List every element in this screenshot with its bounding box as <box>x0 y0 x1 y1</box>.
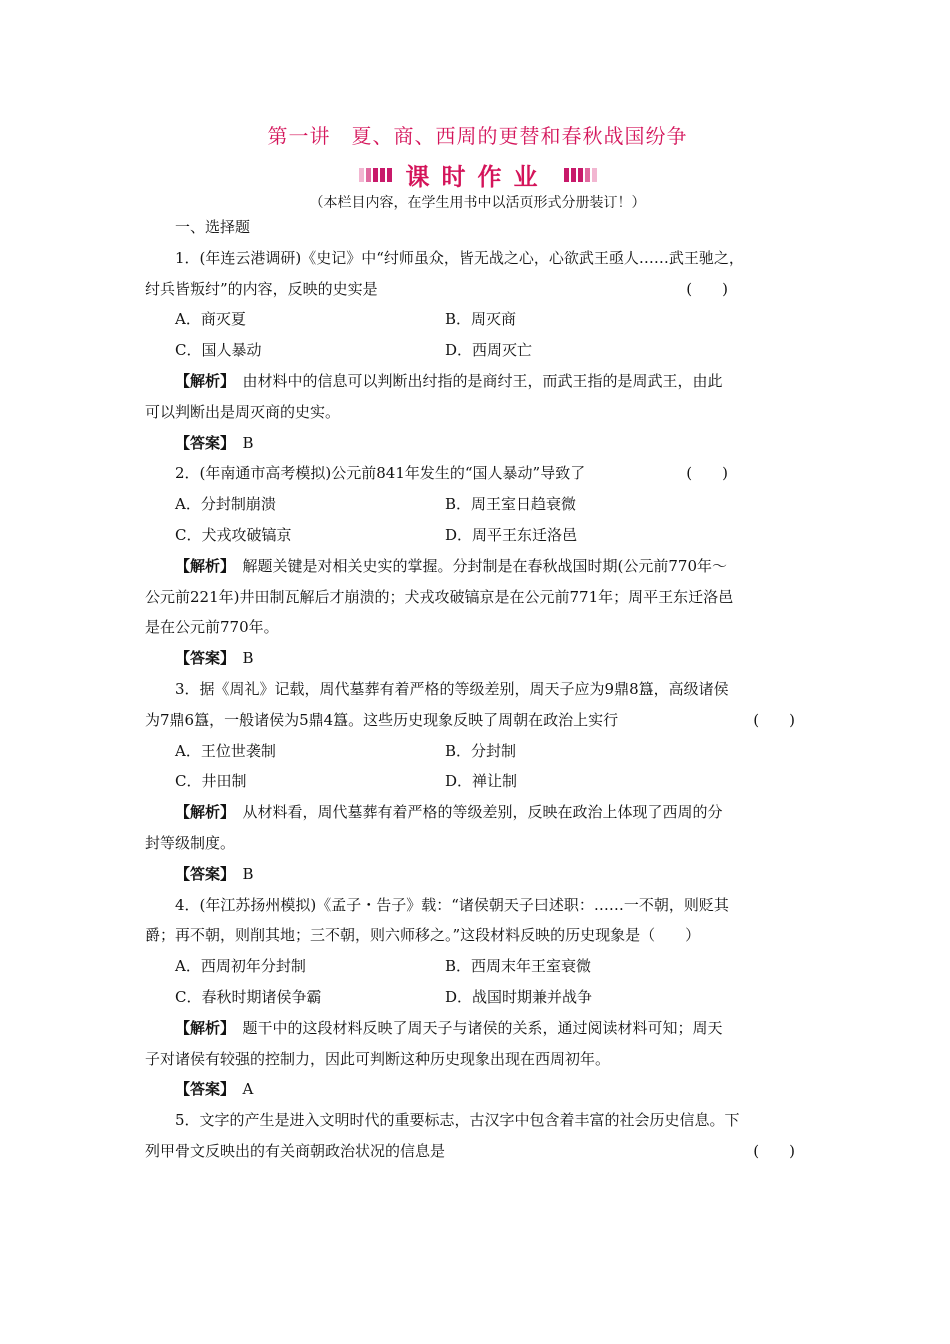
q1-option-d: D．西周灭亡 <box>445 341 533 360</box>
q4-option-a: A．西周初年分封制 <box>175 957 306 976</box>
q2-option-a: A．分封制崩溃 <box>175 495 276 514</box>
q1-answer: 【答案】 B <box>175 433 254 452</box>
q3-answer-label: 【答案】 <box>175 864 228 883</box>
q1-analysis-line1: 【解析】 由材料中的信息可以判断出纣指的是商纣王，而武王指的是周武王，由此 <box>175 371 723 390</box>
binding-note: （本栏目内容，在学生用书中以活页形式分册装订！） <box>309 195 646 211</box>
q2-analysis-line2: 公元前221年)井田制瓦解后才崩溃的；犬戎攻破镐京是在公元前771年；周平王东迁洛邑 <box>145 587 734 606</box>
q3-answer-paren: ( ) <box>753 710 795 729</box>
q4-answer-label: 【答案】 <box>175 1080 228 1099</box>
q3-analysis-label: 【解析】 <box>175 803 228 822</box>
q2-options-row1 <box>145 489 810 520</box>
q1-option-b: B．周灭商 <box>445 310 517 329</box>
q2-option-c: C．犬戎攻破镐京 <box>175 525 292 544</box>
q1-options-row1 <box>145 304 810 335</box>
q4-analysis-line2: 子对诸侯有较强的控制力，因此可判断这种历史现象出现在西周初年。 <box>145 1049 611 1068</box>
q2-option-b: B．周王室日趋衰微 <box>445 495 577 514</box>
q5-answer-paren: ( ) <box>753 1141 795 1160</box>
q4-options-row2 <box>145 982 810 1013</box>
q3-option-c: C．井田制 <box>175 772 247 791</box>
q1-answer-paren: ( ) <box>686 279 728 298</box>
q1-stem-line1: 1．(年连云港调研)《史记》中“纣师虽众，皆无战之心，心欲武王亟人……武王驰之， <box>175 248 744 267</box>
q3-analysis-line2: 封等级制度。 <box>145 833 236 852</box>
q1-answer-label: 【答案】 <box>175 433 228 452</box>
q5-stem-line2: 列甲骨文反映出的有关商朝政治状况的信息是 ( ) <box>145 1136 810 1167</box>
q2-stem-line1: 2．(年南通市高考模拟)公元前841年发生的“国人暴动”导致了 ( ) <box>145 458 810 489</box>
q3-option-a: A．王位世袭制 <box>175 741 276 760</box>
q1-option-a: A．商灭夏 <box>175 310 246 329</box>
q5-stem-line1: 5．文字的产生是进入文明时代的重要标志，古汉字中包含着丰富的社会历史信息。下 <box>175 1111 740 1130</box>
q1-analysis-line2: 可以判断出是周灭商的史实。 <box>145 402 341 421</box>
q1-analysis-label: 【解析】 <box>175 371 228 390</box>
q4-analysis-label: 【解析】 <box>175 1018 228 1037</box>
q2-answer: 【答案】 B <box>175 649 254 668</box>
q4-option-d: D．战国时期兼并战争 <box>445 987 593 1006</box>
q3-option-b: B．分封制 <box>445 741 517 760</box>
q3-stem-line2: 为7鼎6簋，一般诸侯为5鼎4簋。这些历史现象反映了周朝在政治上实行 ( ) <box>145 705 810 736</box>
q4-answer: 【答案】 A <box>175 1080 254 1099</box>
q4-options-row1 <box>145 951 810 982</box>
q2-analysis-label: 【解析】 <box>175 556 228 575</box>
q1-option-c: C．国人暴动 <box>175 341 262 360</box>
homework-banner <box>145 157 810 192</box>
q3-answer: 【答案】 B <box>175 864 254 883</box>
q4-analysis-line1: 【解析】 题干中的这段材料反映了周天子与诸侯的关系，通过阅读材料可知；周天 <box>175 1018 723 1037</box>
q3-options-row2 <box>145 766 810 797</box>
q2-option-d: D．周平王东迁洛邑 <box>445 525 578 544</box>
q3-analysis-line1: 【解析】 从材料看，周代墓葬有着严格的等级差别，反映在政治上体现了西周的分 <box>175 803 723 822</box>
q2-answer-paren: ( ) <box>686 464 728 483</box>
q1-stem-line2: 纣兵皆叛纣”的内容，反映的史实是 ( ) <box>145 274 810 305</box>
q2-answer-label: 【答案】 <box>175 649 228 668</box>
q3-option-d: D．禅让制 <box>445 772 518 791</box>
q4-stem-line2: 爵；再不朝，则削其地；三不朝，则六师移之。”这段材料反映的历史现象是（ ） <box>145 926 701 945</box>
lesson-title: 第一讲 夏、商、西周的更替和春秋战国纷争 <box>267 124 688 148</box>
q4-stem-line1: 4．(年江苏扬州模拟)《孟子・告子》载：“诸侯朝天子曰述职：……一不朝，则贬其 <box>175 895 729 914</box>
q4-option-c: C．春秋时期诸侯争霸 <box>175 987 322 1006</box>
banner-title: 课时作业 <box>405 163 550 191</box>
q4-option-b: B．西周末年王室衰微 <box>445 957 592 976</box>
q3-options-row1 <box>145 736 810 767</box>
banner-bars-right-icon <box>564 168 597 182</box>
section-heading: 一、选择题 <box>175 218 251 236</box>
question-list <box>145 212 810 1167</box>
q2-options-row2 <box>145 520 810 551</box>
q1-options-row2 <box>145 335 810 366</box>
q2-analysis-line3: 是在公元前770年。 <box>145 618 279 637</box>
banner-bars-left-icon <box>359 168 392 182</box>
q3-stem-line1: 3．据《周礼》记载，周代墓葬有着严格的等级差别，周天子应为9鼎8簋，高级诸侯 <box>175 679 729 698</box>
q2-analysis-line1: 【解析】 解题关键是对相关史实的掌握。分封制是在春秋战国时期(公元前770年～ <box>175 556 728 575</box>
